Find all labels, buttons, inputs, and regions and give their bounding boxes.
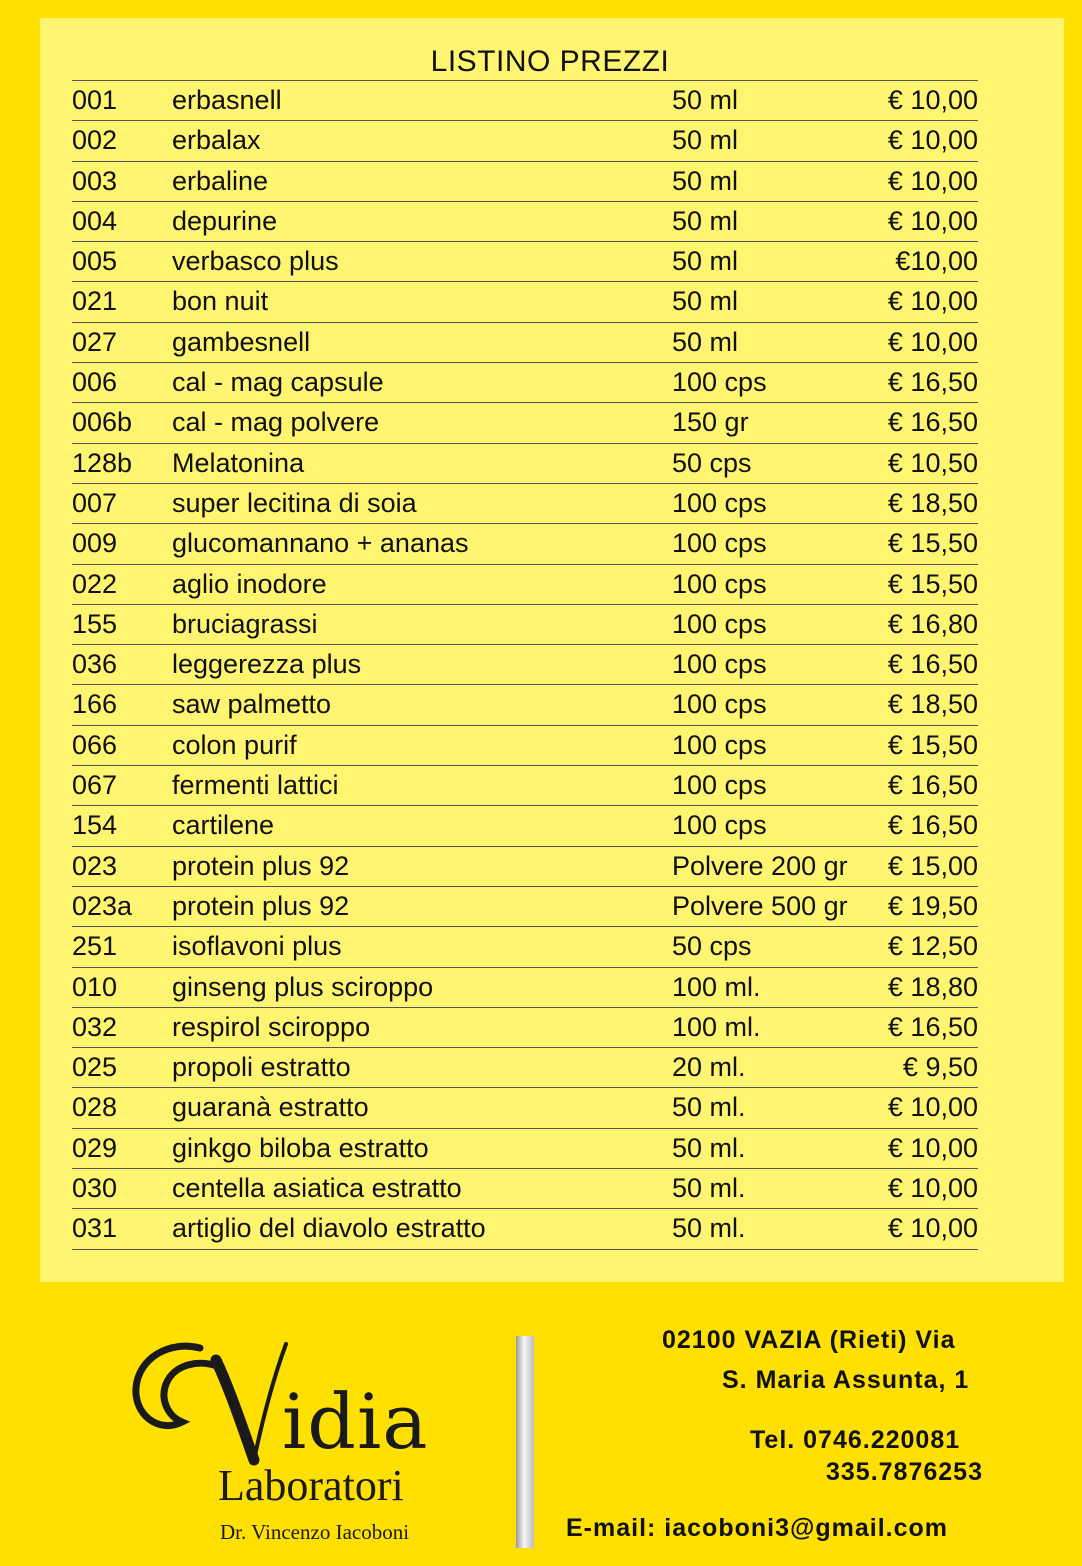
email-address[interactable]: E-mail: iacoboni3@gmail.com [566, 1514, 949, 1542]
product-name: saw palmetto [172, 689, 332, 720]
product-code: 036 [72, 649, 118, 680]
product-price: € 16,80 [887, 608, 978, 639]
product-quantity: 20 ml. [672, 1052, 746, 1083]
product-quantity: 100 cps [672, 487, 767, 518]
product-quantity: 50 ml [672, 246, 739, 277]
product-name: bruciagrassi [172, 608, 318, 639]
product-quantity: 100 ml. [672, 971, 761, 1002]
product-code: 001 [72, 85, 118, 115]
table-row [72, 806, 978, 846]
product-quantity: 100 cps [672, 568, 767, 599]
product-code: 005 [72, 246, 118, 277]
product-quantity: 50 ml. [672, 1213, 746, 1244]
product-quantity: 50 ml. [672, 1132, 746, 1163]
product-quantity: 100 cps [672, 770, 767, 801]
product-name: centella asiatica estratto [172, 1173, 462, 1204]
table-row [72, 968, 978, 1008]
product-code: 007 [72, 487, 118, 518]
product-price: € 15,50 [887, 528, 978, 559]
product-quantity: 50 ml [672, 286, 739, 317]
product-quantity: 100 cps [672, 689, 767, 720]
product-name: fermenti lattici [172, 770, 339, 801]
address-line-1: 02100 VAZIA (Rieti) Via [662, 1326, 956, 1354]
product-price: € 9,50 [902, 1052, 978, 1083]
product-name: verbasco plus [172, 246, 339, 277]
product-price: € 12,50 [887, 931, 978, 962]
table-row [72, 282, 978, 322]
product-quantity: Polvere 500 gr [672, 890, 848, 921]
vidia-logo [130, 1330, 460, 1560]
product-name: erbasnell [172, 85, 282, 115]
product-name: cal - mag capsule [172, 367, 384, 398]
product-code: 023 [72, 850, 118, 881]
divider-bar [516, 1336, 534, 1548]
product-price: € 10,00 [887, 1092, 978, 1123]
product-price: € 18,50 [887, 689, 978, 720]
product-quantity: 50 ml [672, 125, 739, 156]
table-row [72, 766, 978, 806]
product-quantity: 100 ml. [672, 1011, 761, 1042]
product-name: glucomannano + ananas [172, 528, 469, 559]
page-title: LISTINO PREZZI [430, 45, 670, 78]
product-name: isoflavoni plus [172, 931, 342, 962]
product-code: 155 [72, 608, 118, 639]
table-row [72, 121, 978, 161]
product-quantity: 50 ml [672, 326, 739, 357]
table-row [72, 605, 978, 645]
product-price: € 10,00 [887, 205, 978, 236]
product-code: 029 [72, 1132, 118, 1163]
logo-subtitle: Laboratori [218, 1461, 404, 1510]
product-price: € 16,50 [887, 649, 978, 680]
product-price: € 18,80 [887, 971, 978, 1002]
product-quantity: 150 gr [672, 407, 749, 438]
product-code: 166 [72, 689, 118, 720]
product-price: € 10,00 [887, 1173, 978, 1204]
product-name: super lecitina di soia [172, 487, 417, 518]
product-name: cartilene [172, 810, 275, 841]
product-price: € 10,00 [887, 326, 978, 357]
product-code: 030 [72, 1173, 118, 1204]
product-code: 251 [72, 931, 118, 962]
product-price: € 19,50 [887, 890, 978, 921]
product-code: 027 [72, 326, 118, 357]
product-price: € 10,00 [887, 165, 978, 196]
product-name: erbaline [172, 165, 269, 196]
product-code: 021 [72, 286, 118, 317]
product-name: aglio inodore [172, 568, 327, 599]
product-quantity: 50 ml. [672, 1173, 746, 1204]
product-name: bon nuit [172, 286, 269, 317]
product-name: colon purif [172, 729, 297, 760]
product-price: € 10,00 [887, 1213, 978, 1244]
product-price: € 15,00 [887, 850, 978, 881]
price-table [72, 80, 978, 1250]
product-price: € 18,50 [887, 487, 978, 518]
table-row [72, 242, 978, 282]
table-row [72, 1088, 978, 1128]
product-name: cal - mag polvere [172, 407, 380, 438]
product-quantity: 100 cps [672, 729, 767, 760]
table-row [72, 202, 978, 242]
product-code: 002 [72, 125, 118, 156]
telephone-line-2: 335.7876253 [826, 1458, 983, 1486]
table-row [72, 323, 978, 363]
product-quantity: 50 cps [672, 447, 752, 478]
product-quantity: 100 cps [672, 649, 767, 680]
product-code: 032 [72, 1011, 118, 1042]
logo-idia: idia [282, 1377, 429, 1466]
product-name: erbalax [172, 125, 261, 156]
product-code: 028 [72, 1092, 118, 1123]
product-price: € 16,50 [887, 367, 978, 398]
product-code: 031 [72, 1213, 118, 1244]
product-quantity: 100 cps [672, 810, 767, 841]
product-price: € 16,50 [887, 770, 978, 801]
product-code: 006 [72, 367, 118, 398]
product-name: protein plus 92 [172, 890, 350, 921]
product-price: € 15,50 [887, 729, 978, 760]
product-code: 128b [72, 447, 133, 478]
product-quantity: 50 cps [672, 931, 752, 962]
table-row [72, 1209, 978, 1249]
table-row [72, 927, 978, 967]
product-code: 009 [72, 528, 118, 559]
product-name: depurine [172, 205, 278, 236]
table-row [72, 685, 978, 725]
table-row [72, 403, 978, 443]
product-name: artiglio del diavolo estratto [172, 1213, 486, 1244]
doctor-name: Dr. Vincenzo Iacoboni [220, 1520, 410, 1544]
table-row [72, 1169, 978, 1209]
product-code: 067 [72, 770, 118, 801]
product-code: 022 [72, 568, 118, 599]
product-name: respirol sciroppo [172, 1011, 371, 1042]
product-quantity: 50 ml [672, 205, 739, 236]
product-price: € 10,00 [887, 85, 978, 115]
product-quantity: Polvere 200 gr [672, 850, 848, 881]
product-price: € 10,00 [887, 286, 978, 317]
product-price: € 16,50 [887, 1011, 978, 1042]
product-price: €10,00 [895, 246, 978, 277]
product-quantity: 100 cps [672, 528, 767, 559]
table-row [72, 524, 978, 564]
product-name: gambesnell [172, 326, 311, 357]
table-row [72, 81, 978, 121]
table-row [72, 887, 978, 927]
table-row [72, 645, 978, 685]
table-row [72, 162, 978, 202]
product-quantity: 100 cps [672, 367, 767, 398]
product-quantity: 50 ml [672, 165, 739, 196]
product-price: € 10,00 [887, 1132, 978, 1163]
product-price: € 15,50 [887, 568, 978, 599]
product-name: leggerezza plus [172, 649, 362, 680]
address-line-2: S. Maria Assunta, 1 [722, 1366, 970, 1394]
product-code: 066 [72, 729, 118, 760]
table-row [72, 1048, 978, 1088]
product-price: € 16,50 [887, 810, 978, 841]
product-name: propoli estratto [172, 1052, 351, 1083]
product-price: € 10,50 [887, 447, 978, 478]
product-name: guaranà estratto [172, 1092, 369, 1123]
product-price: € 16,50 [887, 407, 978, 438]
telephone-line-1: Tel. 0746.220081 [750, 1426, 961, 1454]
table-row [72, 1129, 978, 1169]
table-row [72, 1008, 978, 1048]
product-quantity: 100 cps [672, 608, 767, 639]
product-name: ginseng plus sciroppo [172, 971, 434, 1002]
product-code: 004 [72, 205, 118, 236]
logo-v-mark [130, 1330, 290, 1480]
product-code: 010 [72, 971, 118, 1002]
product-code: 006b [72, 407, 133, 438]
table-row [72, 565, 978, 605]
product-name: Melatonina [172, 447, 305, 478]
product-name: protein plus 92 [172, 850, 350, 881]
table-row [72, 847, 978, 887]
table-row [72, 484, 978, 524]
product-code: 025 [72, 1052, 118, 1083]
product-quantity: 50 ml [672, 85, 739, 115]
table-row [72, 726, 978, 766]
product-code: 003 [72, 165, 118, 196]
table-row [72, 363, 978, 403]
product-name: ginkgo biloba estratto [172, 1132, 429, 1163]
product-price: € 10,00 [887, 125, 978, 156]
table-row [72, 444, 978, 484]
product-code: 023a [72, 890, 133, 921]
price-list-panel [40, 18, 1064, 1282]
product-quantity: 50 ml. [672, 1092, 746, 1123]
product-code: 154 [72, 810, 118, 841]
